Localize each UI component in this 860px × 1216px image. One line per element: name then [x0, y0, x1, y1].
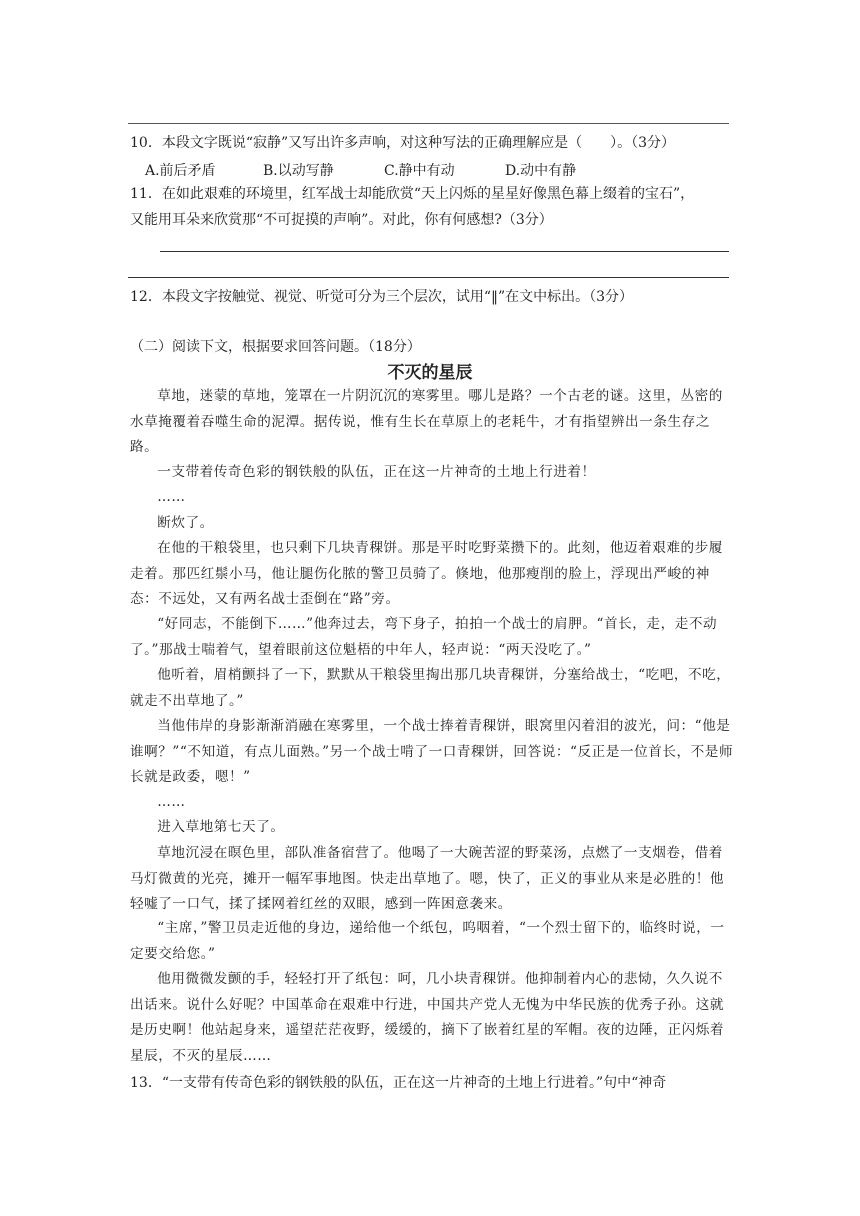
option-b: B.以动写静 — [263, 163, 334, 179]
passage-paragraph-3: 断炊了。 — [157, 515, 214, 531]
option-d: D.动中有静 — [505, 163, 577, 179]
passage-paragraph-11: 他用微微发颤的手，轻轻打开了纸包：呵，几小块青稞饼。他抑制着内心的悲恸，久久说不出话来。说什么好呢？中国革命在艰难中行进，中国共产党人无愧为中华民族的优秀子孙。这就是历史啊！他站起身来，遥望茫茫夜野，缓缓的，摘下了嵌着红星的军帽。夜的边陲，正闪烁着星辰，不灭的星辰…… — [130, 971, 725, 1064]
answer-line-1 — [160, 251, 729, 252]
top-rule — [128, 123, 729, 124]
section-heading: （二）阅读下文，根据要求回答问题。（18分） — [130, 339, 421, 355]
passage-paragraph-4: 在他的干粮袋里，也只剩下几块青稞饼。那是平时吃野菜攒下的。此刻，他迈着艰难的步履走着。那匹红鬃小马，他让腿伤化脓的警卫员骑了。倏地，他那瘦削的脸上，浮现出严峻的神态：不远处，又有两名战士歪倒在“路”旁。 — [130, 540, 723, 607]
question-12: 12．本段文字按触觉、视觉、听觉可分为三个层次，试用“‖”在文中标出。（3分） — [130, 289, 634, 305]
passage-paragraph-2: 一支带着传奇色彩的钢铁般的队伍，正在这一片神奇的土地上行进着！ — [157, 464, 596, 480]
passage-paragraph-9: 草地沉浸在暝色里，部队准备宿营了。他喝了一大碗苦涩的野菜汤，点燃了一支烟卷，借着马灯微黄的光亮，摊开一幅军事地图。快走出草地了。嗯，快了，正义的事业从来是必胜的！他轻嘘了一口气，揉了揉网着红丝的双眼，感到一阵困意袭来。 — [130, 845, 725, 912]
passage-paragraph-1: 草地，迷蒙的草地，笼罩在一片阴沉沉的寒雾里。哪儿是路？一个古老的谜。这里，丛密的水草掩覆着吞噬生命的泥潭。据传说，惟有生长在草原上的老耗牛，才有指望辨出一条生存之路。 — [130, 388, 723, 455]
question-10: 10．本段文字既说“寂静”又写出许多声响，对这种写法的正确理解应是（ ）。（3分） — [130, 135, 676, 151]
question-13: 13．“一支带有传奇色彩的钢铁般的队伍，正在这一片神奇的土地上行进着。”句中“神奇 — [130, 1075, 667, 1091]
question-10-options — [145, 160, 576, 182]
passage-title: 不灭的星辰 — [387, 363, 473, 383]
ellipsis-2: …… — [157, 794, 186, 810]
option-a: A.前后矛盾 — [145, 163, 216, 179]
answer-line-2 — [128, 277, 729, 278]
passage-paragraph-6: 他听着，眉梢颤抖了一下，默默从干粮袋里掏出那几块青稞饼，分塞给战士，“吃吧，不吃，就走不出草地了。” — [130, 667, 731, 709]
ellipsis-1: …… — [157, 489, 186, 505]
passage-paragraph-5: “好同志，不能倒下……”他奔过去，弯下身子，拍拍一个战士的肩胛。“首长，走，走不动了。”那战士喘着气，望着眼前这位魁梧的中年人，轻声说：“两天没吃了。” — [130, 616, 718, 658]
passage-paragraph-8: 进入草地第七天了。 — [157, 819, 285, 835]
passage-paragraph-7: 当他伟岸的身影渐渐消融在寒雾里，一个战士捧着青稞饼，眼窝里闪着泪的波光，问：“他是谁啊？”“不知道，有点儿面熟。”另一个战士啃了一口青稞饼，回答说：“反正是一位首长，不是师长就是政委，嗯！” — [130, 718, 734, 785]
passage-paragraph-10: “主席，”警卫员走近他的身边，递给他一个纸包，呜咽着，“一个烈士留下的，临终时说，一定要交给您。” — [130, 920, 725, 962]
question-11-line-2: 又能用耳朵来欣赏那“不可捉摸的声响”。对此，你有何感想?（3分） — [130, 212, 553, 228]
question-11-line-1: 11．在如此艰难的环境里，红军战士却能欣赏“天上闪烁的星星好像黑色幕上缀着的宝石”， — [130, 186, 695, 202]
option-c: C.静中有动 — [384, 163, 455, 179]
